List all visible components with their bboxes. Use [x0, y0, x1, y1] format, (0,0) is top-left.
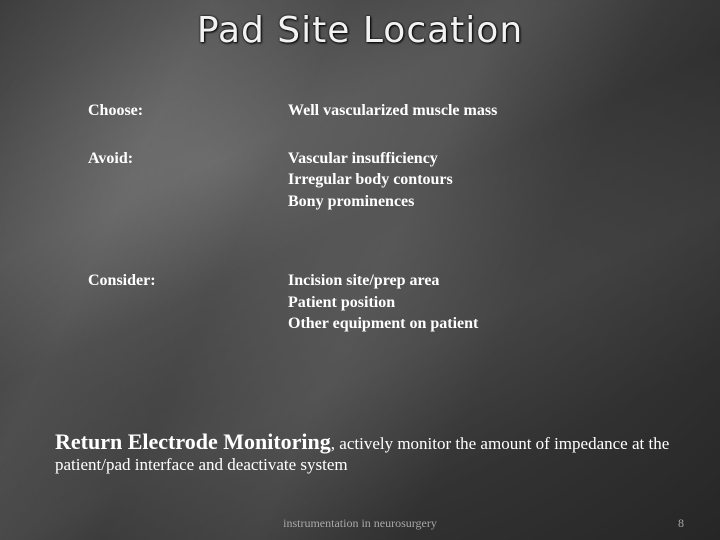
criteria-value: Irregular body contours [288, 171, 453, 188]
note-heading: Return Electrode Monitoring [55, 429, 331, 454]
monitoring-note [55, 431, 675, 475]
criteria-row-consider [88, 270, 648, 335]
criteria-list [88, 100, 648, 335]
criteria-value: Patient position [288, 293, 396, 311]
criteria-values [288, 270, 478, 335]
criteria-label: Choose: [88, 102, 144, 119]
criteria-values [288, 100, 497, 122]
slide-footer: instrumentation in neurosurgery [283, 516, 437, 530]
criteria-label: Avoid: [88, 149, 134, 167]
criteria-row-avoid [88, 148, 648, 213]
criteria-value: Vascular insufficiency [288, 149, 438, 167]
criteria-label: Consider: [88, 272, 156, 289]
criteria-value: Other equipment on patient [288, 315, 479, 332]
slide-title: Pad Site Location [196, 10, 524, 51]
criteria-value: Incision site/prep area [288, 272, 440, 289]
criteria-values [288, 148, 453, 213]
page-number: 8 [678, 516, 684, 530]
criteria-row-choose [88, 100, 648, 122]
note-text: , actively monitor the amount of impedance at the patient/pad interface and deactivate system [55, 434, 670, 474]
criteria-value: Well vascularized muscle mass [288, 102, 498, 119]
criteria-value: Bony prominences [288, 192, 415, 210]
